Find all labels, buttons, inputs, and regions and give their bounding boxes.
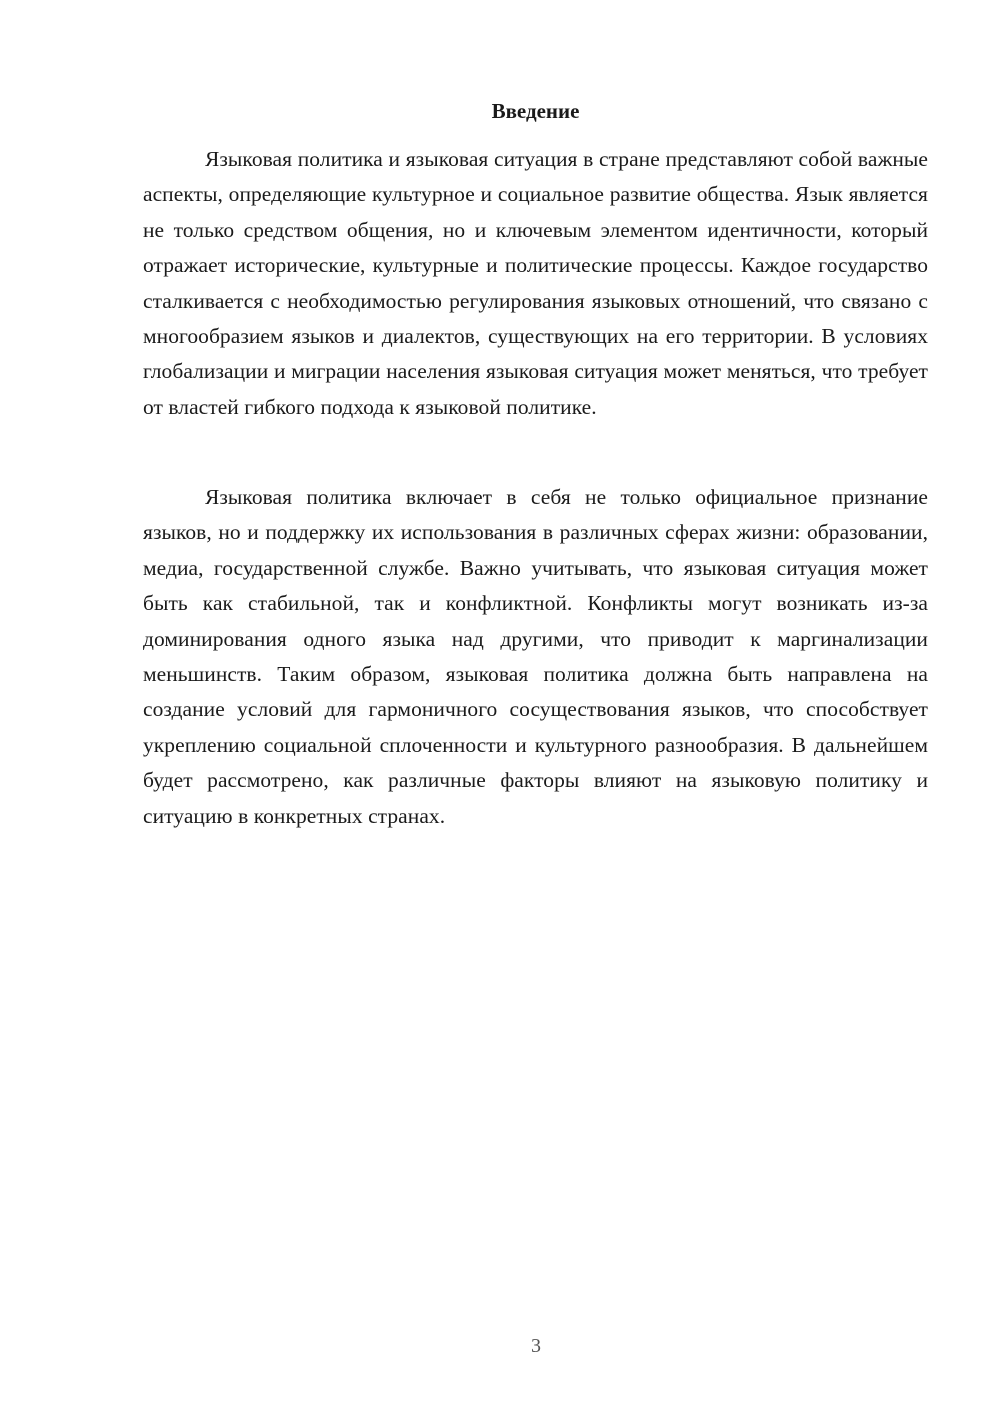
body-paragraph-1: Языковая политика и языковая ситуация в стране представляют собой важные аспекты, определяющие культурное и социальное развитие общества. Язык является не только средством общения, но и ключевым элементом идентичности, который отражает исторические, культурные и политические процессы. Каждое государство сталкивается с необходимостью регулирования языковых отношений, что связано с многообразием языков и диалектов, существующих на его территории. В условиях глобализации и миграции населения языковая ситуация может меняться, что требует от властей гибкого подхода к языковой политике. [143,147,928,419]
section-heading: Введение [491,99,580,123]
page-number: 3 [531,1335,541,1357]
body-paragraph-2: Языковая политика включает в себя не только официальное признание языков, но и поддержку их использования в различных сферах жизни: образовании, медиа, государственной службе. Важно учитывать, что языковая ситуация может быть как стабильной, так и конфликтной. Конфликты могут возникать из-за доминирования одного языка над другими, что приводит к маргинализации меньшинств. Таким образом, языковая политика должна быть направлена на создание условий для гармоничного сосуществования языков, что способствует укреплению социальной сплоченности и культурного разнообразия. В дальнейшем будет рассмотрено, как различные факторы влияют на языковую политику и ситуацию в конкретных странах. [143,485,928,828]
